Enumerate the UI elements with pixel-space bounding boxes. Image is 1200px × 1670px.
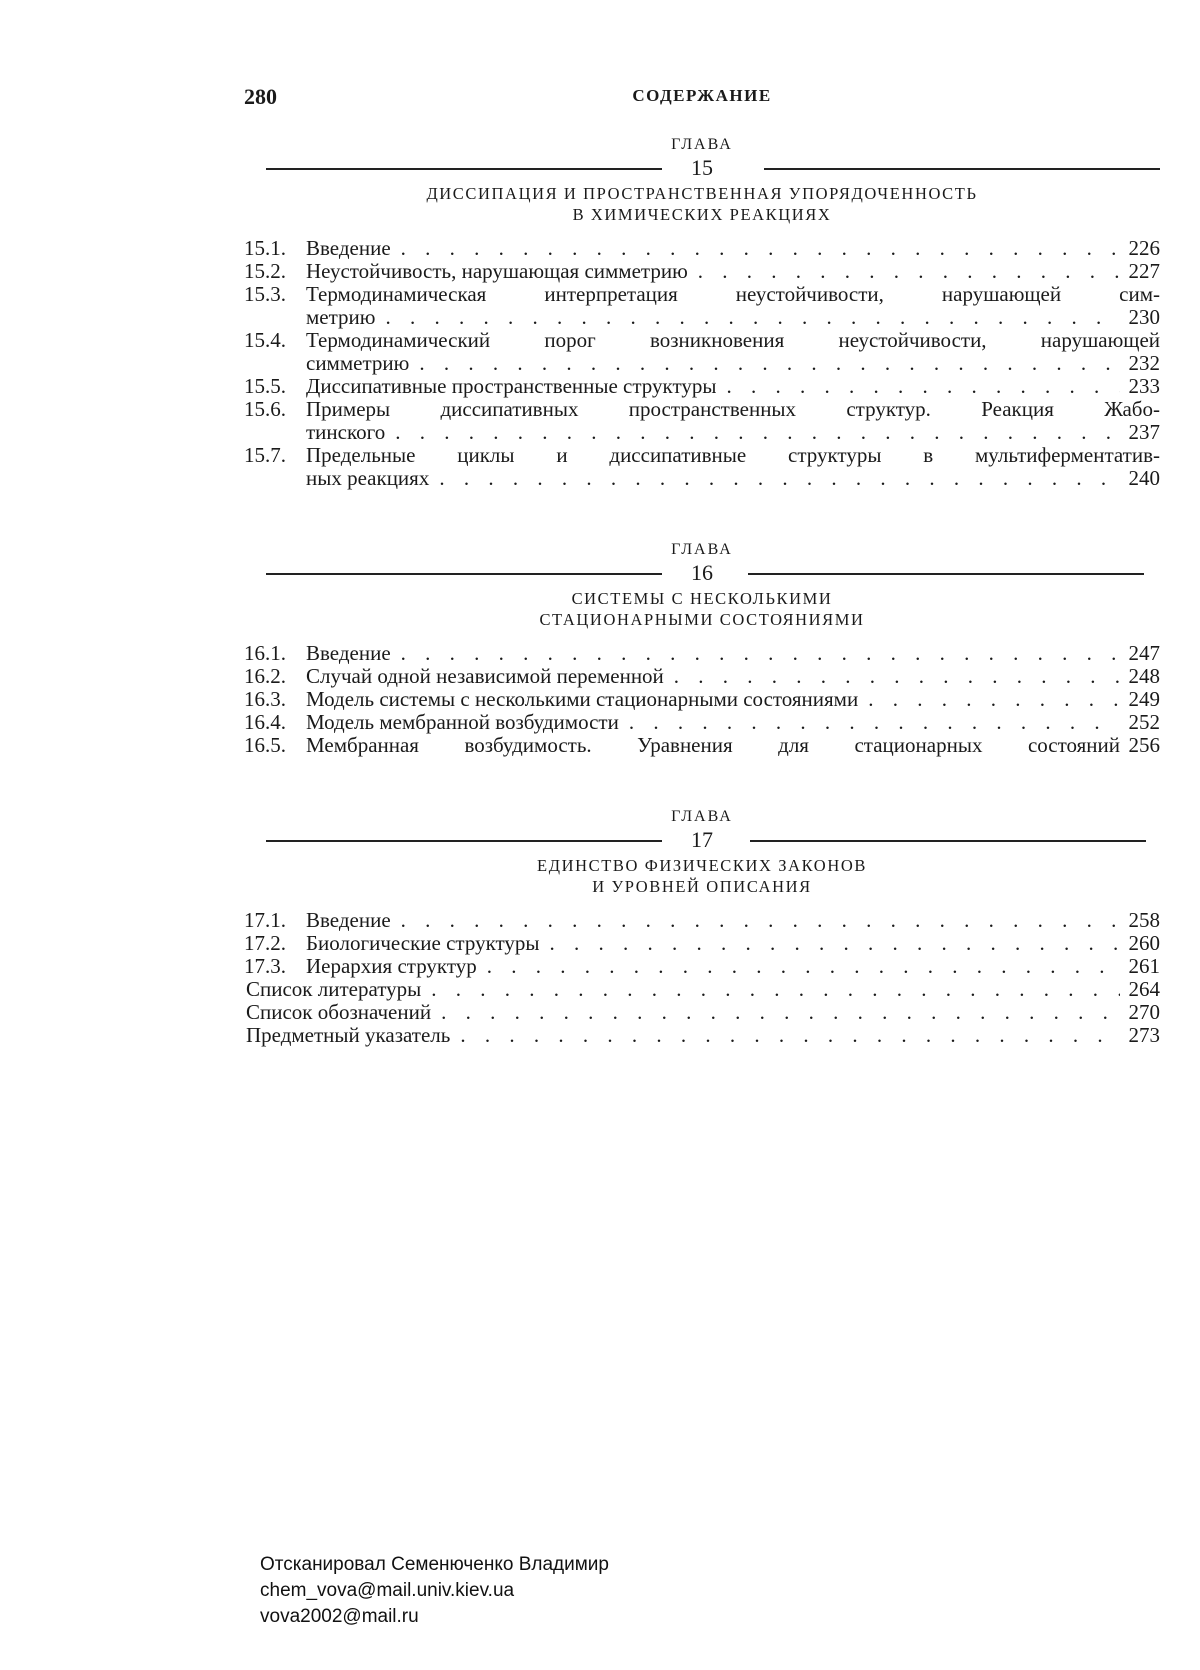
toc-entry[interactable] xyxy=(244,1001,1160,1024)
toc-entry-page: 233 xyxy=(1128,374,1160,398)
toc-entry-body xyxy=(306,955,1120,978)
leader-dots xyxy=(401,909,1120,932)
toc-entry-title: Модель системы с несколькими стационарными состояниями xyxy=(306,688,859,711)
chapter-number-rule xyxy=(244,827,1160,853)
toc-entry-continuation[interactable] xyxy=(244,467,1160,490)
toc-entry-title: тинского xyxy=(306,421,386,444)
toc-entry-title: симметрию xyxy=(306,352,410,375)
chapter-17 xyxy=(244,807,1160,1047)
credit-line: Отсканировал Семенюченко Владимир xyxy=(260,1554,609,1575)
toc-entry-body xyxy=(306,306,1120,329)
toc-entry-body xyxy=(306,711,1120,734)
leader-dots xyxy=(726,375,1120,398)
toc-entry-page: 252 xyxy=(1128,710,1160,734)
leader-dots xyxy=(439,467,1120,490)
toc-entry-page: 248 xyxy=(1128,664,1160,688)
toc-entry-page: 261 xyxy=(1128,954,1160,978)
toc-entry-title: Предельные циклы и диссипативные структуры в мультиферментатив- xyxy=(306,444,1160,467)
toc-entry-page: 232 xyxy=(1128,351,1160,375)
leader-dots xyxy=(385,306,1120,329)
toc-entry[interactable] xyxy=(244,283,1160,306)
leader-dots xyxy=(401,237,1120,260)
toc-entry-page: 264 xyxy=(1128,977,1160,1001)
toc-entry-title: Биологические структуры xyxy=(306,932,540,955)
leader-dots xyxy=(401,642,1120,665)
toc-entry[interactable] xyxy=(244,711,1160,734)
toc-entry-number: 17.2. xyxy=(244,931,286,955)
rule-right xyxy=(748,573,1144,575)
credit-email[interactable]: vova2002@mail.ru xyxy=(260,1606,419,1627)
chapter-title-line: В ХИМИЧЕСКИХ РЕАКЦИЯХ xyxy=(572,205,832,224)
leader-dots xyxy=(487,955,1120,978)
leader-dots xyxy=(868,688,1120,711)
leader-dots xyxy=(431,978,1120,1001)
toc-entry-title: Введение xyxy=(306,237,391,260)
toc-entry-title: Список литературы xyxy=(246,978,422,1001)
toc-entry-title: Иерархия структур xyxy=(306,955,477,978)
chapter-title xyxy=(244,183,1160,225)
toc-entry-body xyxy=(306,283,1160,306)
toc-entry-body xyxy=(246,1024,1120,1047)
toc-entry-number: 16.2. xyxy=(244,664,286,688)
toc-entry[interactable] xyxy=(244,932,1160,955)
toc-entry-body xyxy=(306,444,1160,467)
chapter-title-line: ДИССИПАЦИЯ И ПРОСТРАНСТВЕННАЯ УПОРЯДОЧЕННОСТЬ xyxy=(426,184,978,203)
toc-entry[interactable] xyxy=(244,329,1160,352)
toc-entry-number: 15.4. xyxy=(244,328,286,352)
chapter-15 xyxy=(244,135,1160,490)
toc-entry-title: Модель мембранной возбудимости xyxy=(306,711,619,734)
toc-entry[interactable] xyxy=(244,444,1160,467)
toc-entry-continuation[interactable] xyxy=(244,306,1160,329)
toc-entry-page: 247 xyxy=(1128,641,1160,665)
leader-dots xyxy=(550,932,1120,955)
chapter-title-line: И УРОВНЕЙ ОПИСАНИЯ xyxy=(592,877,812,896)
leader-dots xyxy=(698,260,1120,283)
toc-entry-number: 15.6. xyxy=(244,397,286,421)
toc-entry-page: 258 xyxy=(1128,908,1160,932)
toc-entry-page: 270 xyxy=(1128,1000,1160,1024)
toc-entry-page: 237 xyxy=(1128,420,1160,444)
toc-entry-body xyxy=(306,467,1120,490)
toc-entry-page: 227 xyxy=(1128,259,1160,283)
toc-entry[interactable] xyxy=(244,260,1160,283)
toc-entry-body xyxy=(306,260,1120,283)
chapter-label: ГЛАВА xyxy=(671,541,733,558)
toc-entry[interactable] xyxy=(244,665,1160,688)
toc-entry-page: 273 xyxy=(1128,1023,1160,1047)
leader-dots xyxy=(441,1001,1120,1024)
toc-list xyxy=(244,237,1160,490)
leader-dots xyxy=(395,421,1120,444)
chapter-number-rule xyxy=(244,155,1160,181)
toc-entry-number: 15.1. xyxy=(244,236,286,260)
toc-entry-number: 17.3. xyxy=(244,954,286,978)
chapter-16 xyxy=(244,540,1160,757)
toc-list xyxy=(244,909,1160,1047)
toc-entry[interactable] xyxy=(244,955,1160,978)
toc-entry-title: метрию xyxy=(306,306,376,329)
toc-entry-body xyxy=(306,421,1120,444)
toc-list xyxy=(244,642,1160,757)
page-number: 280 xyxy=(244,84,277,109)
toc-entry-continuation[interactable] xyxy=(244,352,1160,375)
toc-entry-page: 226 xyxy=(1128,236,1160,260)
toc-entry-title: Список обозначений xyxy=(246,1001,432,1024)
leader-dots xyxy=(419,352,1120,375)
toc-entry-title: Случай одной независимой переменной xyxy=(306,665,664,688)
toc-entry-number: 15.5. xyxy=(244,374,286,398)
toc-entry-title: Введение xyxy=(306,642,391,665)
toc-entry-title: ных реакциях xyxy=(306,467,430,490)
toc-entry-title: Термодинамическая интерпретация неустойчивости, нарушающей сим- xyxy=(306,283,1160,306)
toc-entry-page: 260 xyxy=(1128,931,1160,955)
chapter-title-line: СИСТЕМЫ С НЕСКОЛЬКИМИ xyxy=(571,589,833,608)
toc-entry-title: Введение xyxy=(306,909,391,932)
toc-entry-page: 240 xyxy=(1128,466,1160,490)
toc-entry[interactable] xyxy=(244,909,1160,932)
toc-entry-number: 16.1. xyxy=(244,641,286,665)
toc-entry-number: 16.5. xyxy=(244,733,286,757)
toc-entry[interactable] xyxy=(244,734,1160,757)
toc-entry-body xyxy=(306,398,1160,421)
toc-entry[interactable] xyxy=(244,398,1160,421)
toc-entry-body xyxy=(306,665,1120,688)
leader-dots xyxy=(460,1024,1120,1047)
toc-entry-body xyxy=(246,1001,1120,1024)
toc-entry-continuation[interactable] xyxy=(244,421,1160,444)
chapter-title-line: ЕДИНСТВО ФИЗИЧЕСКИХ ЗАКОНОВ xyxy=(537,856,867,875)
scanner-credits xyxy=(260,1552,609,1630)
chapter-label: ГЛАВА xyxy=(671,136,733,153)
page-header xyxy=(244,84,1160,114)
toc-entry-body xyxy=(246,978,1120,1001)
toc-entry-number: 15.2. xyxy=(244,259,286,283)
toc-entry-body xyxy=(306,237,1120,260)
toc-entry-body xyxy=(306,352,1120,375)
chapter-title-line: СТАЦИОНАРНЫМИ СОСТОЯНИЯМИ xyxy=(539,610,865,629)
chapter-title xyxy=(244,855,1160,897)
chapter-number: 16 xyxy=(691,560,713,585)
chapter-number: 17 xyxy=(691,827,713,852)
rule-right xyxy=(750,840,1146,842)
toc-entry-number: 17.1. xyxy=(244,908,286,932)
toc-entry[interactable] xyxy=(244,375,1160,398)
toc-entry-body xyxy=(306,642,1120,665)
toc-entry-number: 15.7. xyxy=(244,443,286,467)
leader-dots xyxy=(629,711,1120,734)
toc-entry[interactable] xyxy=(244,237,1160,260)
toc-entry-page: 256 xyxy=(1128,733,1160,757)
toc-entry-title: Термодинамический порог возникновения неустойчивости, нарушающей xyxy=(306,329,1160,352)
toc-entry-body xyxy=(306,932,1120,955)
toc-entry-body xyxy=(306,329,1160,352)
chapter-number-rule xyxy=(244,560,1160,586)
toc-entry-page: 230 xyxy=(1128,305,1160,329)
toc-entry[interactable] xyxy=(244,1024,1160,1047)
toc-entry-number: 16.3. xyxy=(244,687,286,711)
toc-entry-number: 15.3. xyxy=(244,282,286,306)
toc-entry-number: 16.4. xyxy=(244,710,286,734)
toc-entry-body xyxy=(306,688,1120,711)
toc-entry-title: Примеры диссипативных пространственных структур. Реакция Жабо- xyxy=(306,398,1160,421)
toc-entry-title: Мембранная возбудимость. Уравнения для стационарных состояний xyxy=(306,734,1120,757)
toc-entry[interactable] xyxy=(244,642,1160,665)
toc-entry[interactable] xyxy=(244,978,1160,1001)
running-head: СОДЕРЖАНИЕ xyxy=(632,86,772,105)
chapter-number: 15 xyxy=(691,155,713,180)
chapter-label: ГЛАВА xyxy=(671,808,733,825)
toc-entry[interactable] xyxy=(244,688,1160,711)
leader-dots xyxy=(674,665,1120,688)
credit-email[interactable]: chem_vova@mail.univ.kiev.ua xyxy=(260,1580,515,1601)
rule-right xyxy=(764,168,1160,170)
toc-entry-title: Предметный указатель xyxy=(246,1024,451,1047)
chapter-title xyxy=(244,588,1160,630)
toc-entry-body xyxy=(306,909,1120,932)
toc-entry-body xyxy=(306,734,1120,757)
toc-entry-page: 249 xyxy=(1128,687,1160,711)
toc-entry-title: Неустойчивость, нарушающая симметрию xyxy=(306,260,688,283)
toc-entry-body xyxy=(306,375,1120,398)
toc-entry-title: Диссипативные пространственные структуры xyxy=(306,375,717,398)
